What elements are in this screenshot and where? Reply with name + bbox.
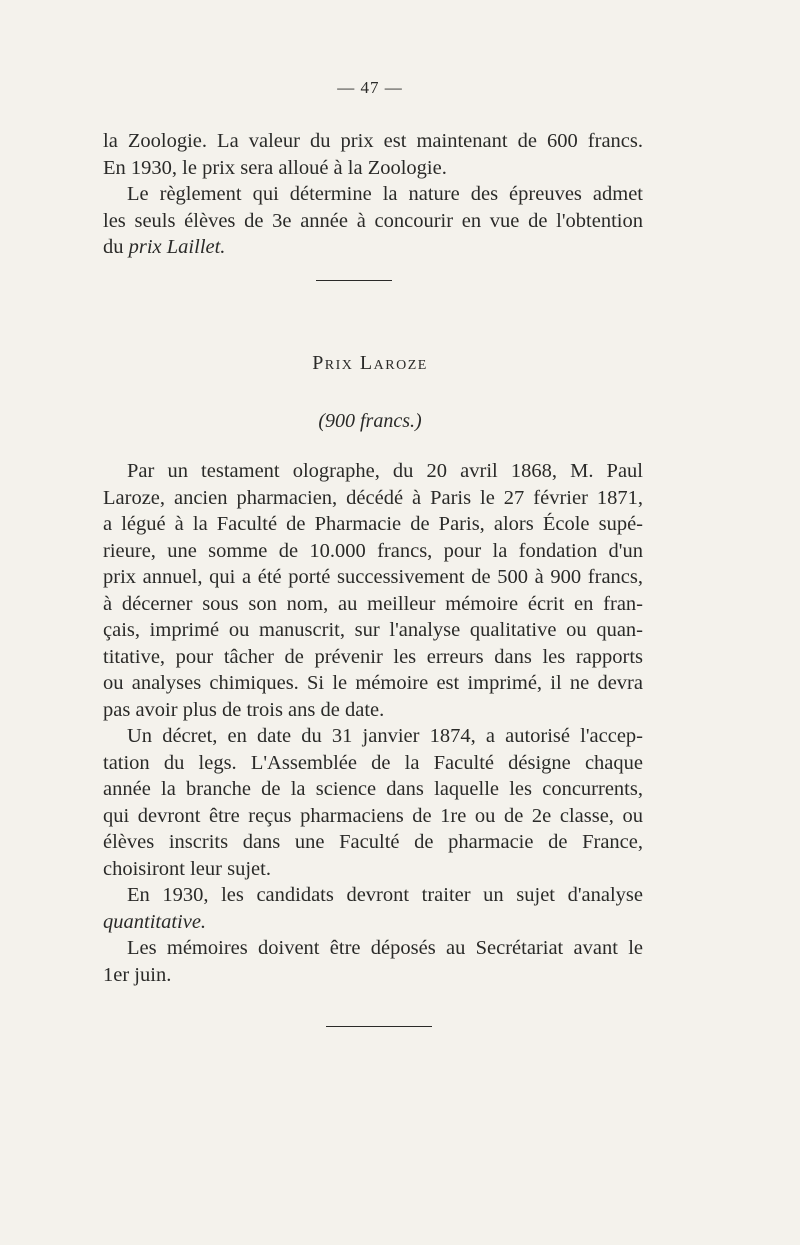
body-text	[103, 458, 643, 988]
text-line: prix annuel, qui a été porté successivement de 500 à 900 francs,	[103, 566, 643, 588]
text-line: tation du legs. L'Assemblée de la Faculté désigne chaque	[103, 751, 643, 774]
end-divider	[326, 1026, 432, 1027]
text-line	[103, 234, 643, 261]
text-line: rieure, une somme de 10.000 francs, pour la fondation d'un	[103, 539, 643, 562]
intro-paragraph	[103, 128, 643, 261]
text-line: En 1930, le prix sera alloué à la Zoologie.	[103, 156, 447, 179]
section-divider	[316, 280, 392, 281]
text-line: choisiront leur sujet.	[103, 857, 271, 880]
text-line: les seuls élèves de 3e année à concourir en vue de l'obtention	[103, 209, 643, 232]
text-line: ou analyses chimiques. Si le mémoire est imprimé, il ne devra	[103, 672, 643, 694]
text-line: Laroze, ancien pharmacien, décédé à Paris le 27 février 1871,	[103, 486, 643, 509]
text-line: titative, pour tâcher de prévenir les erreurs dans les rapports	[103, 645, 643, 668]
italic-title: prix Laillet.	[128, 236, 226, 258]
text-line: a légué à la Faculté de Pharmacie de Paris, alors École supé-	[103, 513, 643, 535]
text-line: En 1930, les candidats devront traiter un sujet d'analyse	[127, 884, 643, 906]
prize-amount: (900 francs.)	[318, 410, 422, 432]
text-line: 1er juin.	[103, 963, 172, 986]
text-line: année la branche de la science dans laquelle les concurrents,	[103, 778, 643, 800]
page-number: — 47 —	[337, 78, 403, 97]
text-line: Les mémoires doivent être déposés au Secrétariat avant le	[127, 937, 643, 959]
text-fragment: du	[103, 236, 129, 258]
text-line: qui devront être reçus pharmaciens de 1re ou de 2e classe, ou	[103, 804, 643, 827]
text-line: pas avoir plus de trois ans de date.	[103, 698, 385, 721]
text-line: à décerner sous son nom, au meilleur mémoire écrit en fran-	[103, 592, 643, 615]
text-line: Par un testament olographe, du 20 avril 1868, M. Paul	[127, 460, 643, 482]
text-line: élèves inscrits dans une Faculté de pharmacie de France,	[103, 831, 643, 853]
text-line: çais, imprimé ou manuscrit, sur l'analyse qualitative ou quan-	[103, 619, 643, 641]
text-line: la Zoologie. La valeur du prix est maintenant de 600 francs.	[103, 130, 643, 152]
text-line: Un décret, en date du 31 janvier 1874, a autorisé l'accep-	[127, 725, 643, 747]
text-line: quantitative.	[103, 910, 207, 933]
section-title: Prix Laroze	[312, 352, 428, 374]
text-line: Le règlement qui détermine la nature des épreuves admet	[127, 183, 643, 205]
